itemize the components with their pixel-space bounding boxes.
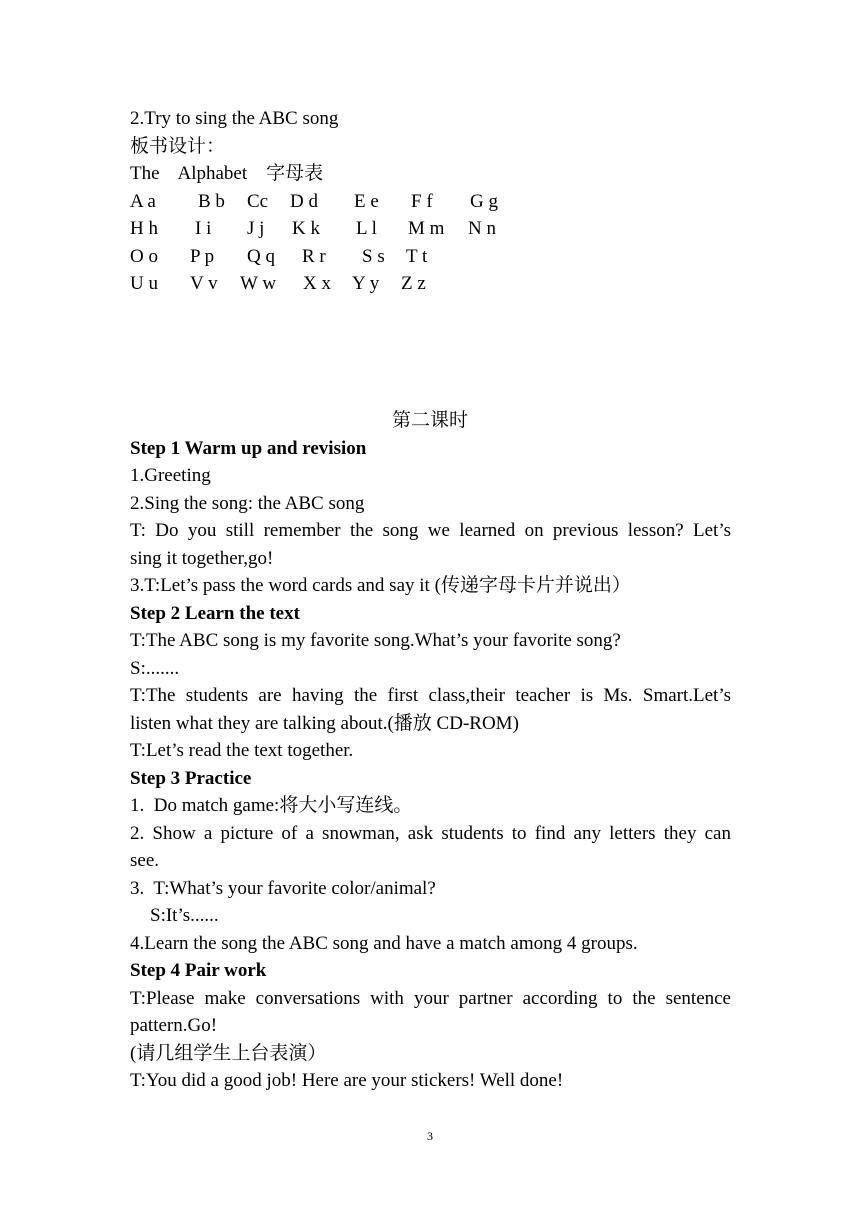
- letter-pair: M m: [408, 218, 445, 239]
- student-reply-line: S:.......: [130, 658, 180, 679]
- first-class-line-2: listen what they are talking about.(播放 CD-ROM): [130, 713, 519, 734]
- conversation-line-1: T:Please make conversations with your partner according to the sentence: [130, 988, 731, 1009]
- remember-song-line-1: T: Do you still remember the song we learned on previous lesson? Let’s: [130, 520, 731, 541]
- letter-pair: T t: [406, 246, 428, 267]
- step1-heading: Step 1 Warm up and revision: [130, 438, 367, 459]
- conversation-line-2: pattern.Go!: [130, 1015, 218, 1036]
- favorite-color-question: 3. T:What’s your favorite color/animal?: [130, 878, 436, 899]
- letter-pair: Z z: [401, 273, 426, 294]
- letter-pair: E e: [354, 191, 379, 212]
- step2-heading: Step 2 Learn the text: [130, 603, 300, 624]
- letter-pair: R r: [302, 246, 326, 267]
- letter-pair: D d: [290, 191, 318, 212]
- step4-heading: Step 4 Pair work: [130, 960, 267, 981]
- greeting-line: 1.Greeting: [130, 465, 211, 486]
- favorite-song-line: T:The ABC song is my favorite song.What’s your favorite song?: [130, 630, 621, 651]
- letter-pair: X x: [303, 273, 331, 294]
- try-sing-line: 2.Try to sing the ABC song: [130, 108, 339, 129]
- letter-pair: B b: [198, 191, 225, 212]
- letter-pair: O o: [130, 246, 158, 267]
- sing-line: 2.Sing the song: the ABC song: [130, 493, 365, 514]
- letter-pair: Cc: [247, 191, 269, 212]
- letter-pair: A a: [130, 191, 156, 212]
- board-design-label: 板书设计：: [130, 136, 226, 157]
- letter-pair: V v: [190, 273, 218, 294]
- letter-pair: I i: [195, 218, 212, 239]
- letter-pair: K k: [292, 218, 320, 239]
- lesson-title: 第二课时: [391, 410, 468, 431]
- alphabet-row-3: [130, 245, 550, 269]
- letter-pair: U u: [130, 273, 158, 294]
- letter-pair: Y y: [352, 273, 380, 294]
- letter-pair: P p: [190, 246, 215, 267]
- alphabet-row-4: [130, 272, 550, 296]
- letter-pair: L l: [356, 218, 377, 239]
- alphabet-row-2: [130, 217, 550, 241]
- letter-pair: S s: [362, 246, 385, 267]
- read-text-line: T:Let’s read the text together.: [130, 740, 354, 761]
- alphabet-heading: The Alphabet 字母表: [130, 163, 324, 184]
- learn-song-line: 4.Learn the song the ABC song and have a match among 4 groups.: [130, 933, 638, 954]
- letter-pair: F f: [411, 191, 433, 212]
- letter-pair: J j: [247, 218, 265, 239]
- pass-cards-line: 3.T:Let’s pass the word cards and say it (传递字母卡片并说出）: [130, 575, 631, 596]
- letter-pair: N n: [468, 218, 496, 239]
- page-number: 3: [427, 1129, 433, 1143]
- first-class-line-1: T:The students are having the first class,their teacher is Ms. Smart.Let’s: [130, 685, 731, 706]
- letter-pair: W w: [240, 273, 277, 294]
- favorite-color-answer: S:It’s......: [150, 905, 219, 926]
- letter-pair: Q q: [247, 246, 275, 267]
- snowman-line-1: 2. Show a picture of a snowman, ask students to find any letters they can: [130, 823, 731, 844]
- alphabet-row-1: [130, 190, 550, 214]
- match-game-line: 1. Do match game:将大小写连线。: [130, 795, 413, 816]
- snowman-line-2: see.: [130, 850, 160, 871]
- remember-song-line-2: sing it together,go!: [130, 548, 274, 569]
- perform-line: (请几组学生上台表演）: [130, 1043, 327, 1064]
- letter-pair: H h: [130, 218, 158, 239]
- letter-pair: G g: [470, 191, 498, 212]
- step3-heading: Step 3 Practice: [130, 768, 252, 789]
- good-job-line: T:You did a good job! Here are your stickers! Well done!: [130, 1070, 564, 1091]
